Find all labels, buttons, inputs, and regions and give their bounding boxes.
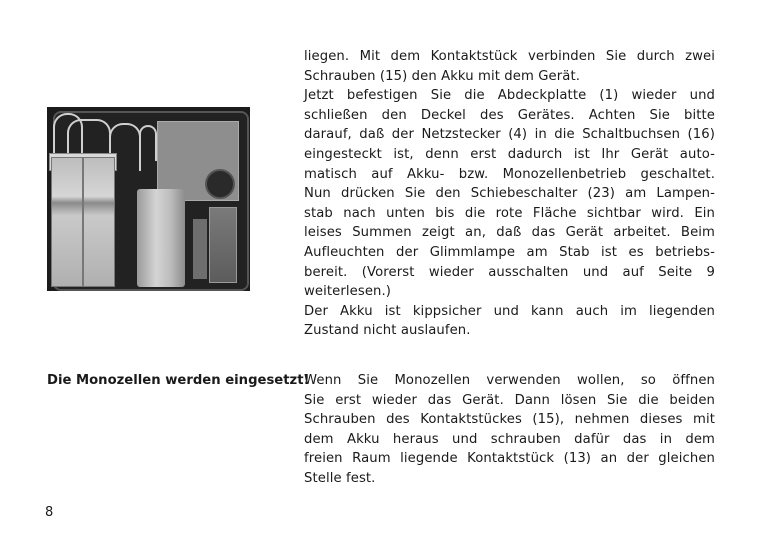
wire (139, 125, 157, 161)
capacitor (137, 189, 185, 287)
text-line: Nun drücken Sie den Schiebeschalter (23) am Lampen- (304, 186, 715, 202)
text-line: bereit. (Vorerst wieder ausschalten und auf Seite 9 (304, 264, 715, 280)
page-number: 8 (45, 505, 54, 520)
text-line: freien Raum liegende Kontaktstück (13) an der gleichen (304, 451, 715, 467)
text-line: dem Akku heraus und schrauben dafür das in dem (304, 431, 715, 447)
text-line: Wenn Sie Monozellen verwenden wollen, so öffnen (304, 373, 715, 388)
battery-cell (83, 157, 115, 287)
text-line: liegen. Mit dem Kontaktstück verbinden Sie durch zwei (304, 49, 715, 64)
paragraph-2 (304, 371, 715, 489)
text-line: Jetzt befestigen Sie die Abdeckplatte (1) wieder und (304, 88, 715, 104)
text-line: Schrauben (15) den Akku mit dem Gerät. (304, 68, 581, 84)
text-line: stab nach unten bis die rote Fläche sichtbar wird. Ein (304, 205, 715, 221)
text-line: Der Akku ist kippsicher und kann auch im liegenden (304, 303, 715, 319)
dial (205, 169, 235, 199)
text-line: Zustand nicht auslaufen. (304, 323, 471, 339)
text-line: Schrauben des Kontaktstückes (15), nehmen dieses mit (304, 412, 715, 428)
text-line: eingesteckt ist, denn erst dadurch ist Ihr Gerät auto- (304, 146, 715, 162)
text-line: schließen den Deckel des Gerätes. Achten Sie bitte (304, 107, 715, 123)
text-line: Sie erst wieder das Gerät. Dann lösen Sie die beiden (304, 392, 715, 408)
relay (209, 207, 237, 283)
text-line: matisch auf Akku- bzw. Monozellenbetrieb geschaltet. (304, 166, 715, 182)
text-line: Stelle fest. (304, 470, 376, 486)
text-line: weiterlesen.) (304, 284, 392, 300)
section-heading: Die Monozellen werden eingesetzt! (47, 373, 310, 388)
text-line: darauf, daß der Netzstecker (4) in die Schaltbuchsen (16) (304, 127, 715, 143)
paragraph-1 (304, 47, 715, 341)
relay (193, 219, 207, 279)
device-photo (47, 107, 250, 291)
text-line: Aufleuchten der Glimmlampe am Stab ist es betriebs- (304, 244, 715, 260)
text-line: leises Summen zeigt an, daß das Gerät arbeitet. Beim (304, 225, 715, 241)
battery-cell (51, 157, 83, 287)
